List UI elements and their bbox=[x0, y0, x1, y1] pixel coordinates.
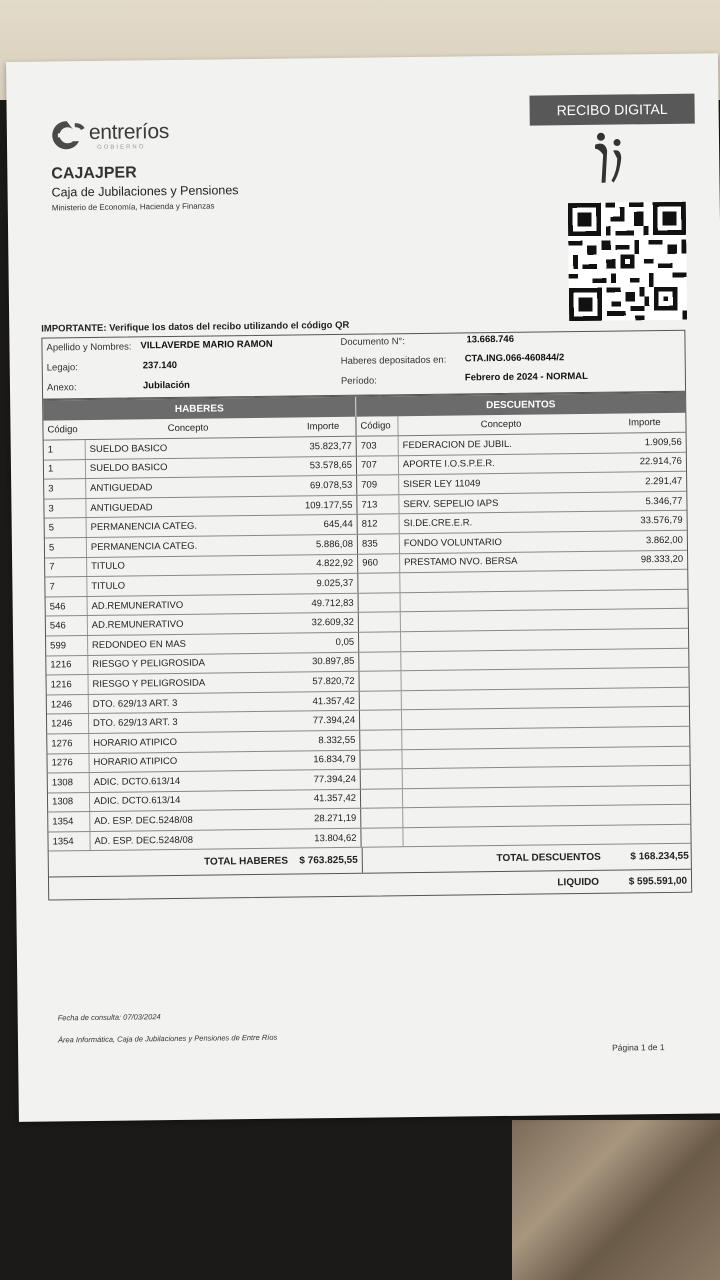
descuentos-codigo-cell: 713 bbox=[357, 495, 399, 514]
people-icon bbox=[591, 130, 632, 186]
descuentos-importe-cell: 3.862,00 bbox=[645, 534, 683, 546]
haberes-codigo-cell: 1 bbox=[44, 440, 86, 459]
descuentos-codigo-cell bbox=[361, 808, 403, 827]
descuentos-importe-cell bbox=[606, 570, 688, 590]
descuentos-concepto-cell bbox=[400, 590, 606, 611]
table-body bbox=[44, 433, 691, 852]
haberes-concepto-cell: ANTIGUEDAD bbox=[90, 501, 153, 514]
anexo-value: Jubilación bbox=[142, 379, 191, 392]
haberes-importe-cell: 57.820,72 bbox=[294, 672, 360, 691]
descuentos-codigo-cell bbox=[361, 828, 403, 847]
descuentos-importe-cell: 22.914,76 bbox=[639, 456, 683, 468]
descuentos-concepto-cell: FONDO VOLUNTARIO bbox=[403, 536, 502, 549]
liquido-label: LIQUIDO bbox=[557, 876, 600, 889]
descuentos-codigo-cell bbox=[360, 711, 402, 730]
descuentos-concepto-cell bbox=[402, 747, 608, 768]
haberes-codigo-cell: 1276 bbox=[47, 754, 89, 773]
haberes-concepto-cell: ANTIGUEDAD bbox=[90, 482, 153, 494]
recibo-digital-badge: RECIBO DIGITAL bbox=[529, 94, 694, 126]
haberes-concepto-cell: PERMANENCIA CATEG. bbox=[90, 540, 198, 553]
haberes-codigo-cell: 546 bbox=[46, 597, 88, 616]
haberes-codigo-cell: 1 bbox=[44, 460, 86, 479]
descuentos-importe-cell: 98.333,20 bbox=[640, 554, 684, 566]
descuentos-importe-cell bbox=[608, 766, 690, 786]
haberes-codigo-cell: 1354 bbox=[48, 812, 90, 831]
descuentos-codigo-cell bbox=[360, 671, 402, 690]
descuentos-title: DESCUENTOS bbox=[486, 398, 556, 411]
qr-code-icon bbox=[568, 202, 687, 321]
descuentos-codigo-cell bbox=[359, 652, 401, 671]
descuentos-importe-cell: 5.346,77 bbox=[645, 495, 683, 507]
haberes-depositados-label: Haberes depositados en: bbox=[340, 354, 447, 367]
haberes-codigo-cell: 3 bbox=[44, 499, 86, 518]
haberes-concepto-cell: ADIC. DCTO.613/14 bbox=[93, 775, 181, 788]
descuentos-concepto-cell bbox=[402, 708, 608, 729]
haberes-codigo-cell: 1354 bbox=[48, 832, 90, 851]
logo-subtext: GOBIERNO bbox=[97, 144, 146, 151]
descuentos-importe-cell bbox=[606, 629, 688, 649]
haberes-concepto-cell: TITULO bbox=[91, 580, 126, 592]
haberes-concepto-cell: ADIC. DCTO.613/14 bbox=[93, 795, 181, 808]
haberes-importe-cell: 16.834,79 bbox=[295, 750, 361, 769]
descuentos-concepto-cell bbox=[403, 806, 609, 827]
haberes-concepto-header: Concepto bbox=[167, 422, 209, 435]
haberes-codigo-cell: 7 bbox=[45, 577, 87, 596]
descuentos-codigo-cell: 703 bbox=[357, 436, 399, 455]
descuentos-concepto-cell bbox=[401, 630, 607, 651]
haberes-importe-cell: 8.332,55 bbox=[294, 731, 360, 750]
descuentos-importe-cell bbox=[607, 668, 689, 688]
descuentos-importe-cell bbox=[607, 687, 689, 707]
org-full-name: Caja de Jubilaciones y Pensiones bbox=[51, 183, 239, 200]
haberes-codigo-cell: 7 bbox=[45, 558, 87, 577]
documento-value: 13.668.746 bbox=[466, 333, 515, 346]
descuentos-codigo-cell: 812 bbox=[358, 515, 400, 534]
ministry-name: Ministerio de Economía, Hacienda y Finanzas bbox=[51, 201, 215, 213]
descuentos-concepto-cell: PRESTAMO NVO. BERSA bbox=[404, 556, 518, 569]
documento-label: Documento N°: bbox=[340, 336, 406, 348]
descuentos-codigo-cell bbox=[361, 789, 403, 808]
haberes-codigo-cell: 546 bbox=[46, 616, 88, 635]
verification-notice: IMPORTANTE: Verifique los datos del recibo utilizando el código QR bbox=[41, 319, 350, 335]
descuentos-concepto-cell: APORTE I.O.S.P.E.R. bbox=[402, 458, 495, 471]
haberes-concepto-cell: AD.REMUNERATIVO bbox=[91, 599, 184, 612]
descuentos-codigo-cell bbox=[359, 613, 401, 632]
area-informatica: Área Informática, Caja de Jubilaciones y Pensiones de Entre Ríos bbox=[57, 1032, 278, 1045]
descuentos-concepto-cell: SERV. SEPELIO IAPS bbox=[403, 497, 499, 510]
haberes-importe-cell: 109.177,55 bbox=[292, 496, 358, 515]
haberes-importe-cell: 49.712,83 bbox=[293, 593, 359, 612]
haberes-concepto-cell: SUELDO BASICO bbox=[89, 462, 168, 475]
descuentos-codigo-header: Código bbox=[356, 416, 398, 436]
descuentos-concepto-cell bbox=[401, 649, 607, 670]
liquido-value: $ 595.591,00 bbox=[628, 875, 688, 888]
descuentos-importe-cell bbox=[608, 805, 690, 825]
descuentos-importe-cell: 1.909,56 bbox=[644, 436, 682, 449]
descuentos-concepto-cell bbox=[400, 571, 606, 592]
apellido-value: VILLAVERDE MARIO RAMON bbox=[140, 338, 273, 352]
descuentos-concepto-header: Concepto bbox=[480, 418, 522, 431]
haberes-importe-cell: 5.886,08 bbox=[292, 535, 358, 554]
descuentos-codigo-cell: 960 bbox=[358, 554, 400, 573]
haberes-codigo-cell: 5 bbox=[45, 538, 87, 557]
legajo-label: Legajo: bbox=[46, 362, 78, 374]
haberes-concepto-cell: REDONDEO EN MAS bbox=[91, 638, 187, 651]
descuentos-codigo-cell bbox=[360, 691, 402, 710]
total-haberes-label: TOTAL HABERES bbox=[204, 856, 289, 869]
descuentos-codigo-cell bbox=[359, 632, 401, 651]
haberes-depositados-value: CTA.ING.066-460844/2 bbox=[464, 352, 565, 365]
legajo-value: 237.140 bbox=[142, 359, 178, 372]
descuentos-concepto-cell bbox=[402, 728, 608, 749]
haberes-codigo-cell: 599 bbox=[46, 636, 88, 655]
haberes-importe-cell: 77.394,24 bbox=[295, 770, 361, 789]
descuentos-codigo-cell bbox=[360, 750, 402, 769]
descuentos-concepto-cell bbox=[402, 688, 608, 709]
haberes-importe-cell: 53.578,65 bbox=[291, 456, 357, 475]
haberes-concepto-cell: DTO. 629/13 ART. 3 bbox=[92, 697, 178, 710]
periodo-label: Período: bbox=[340, 375, 377, 387]
haberes-importe-cell: 28.271,19 bbox=[295, 809, 361, 828]
descuentos-concepto-cell bbox=[403, 786, 609, 807]
haberes-codigo-cell: 1246 bbox=[47, 714, 89, 733]
haberes-importe-cell: 32.609,32 bbox=[293, 613, 359, 632]
descuentos-importe-cell bbox=[607, 727, 689, 747]
haberes-concepto-cell: HORARIO ATIPICO bbox=[93, 756, 178, 769]
haberes-importe-cell: 0,05 bbox=[293, 633, 359, 652]
page-number: Página 1 de 1 bbox=[612, 1042, 665, 1053]
descuentos-codigo-cell bbox=[359, 593, 401, 612]
haberes-codigo-cell: 1308 bbox=[48, 793, 90, 812]
descuentos-importe-cell bbox=[606, 609, 688, 629]
descuentos-importe-cell bbox=[608, 746, 690, 766]
haberes-importe-cell: 9.025,37 bbox=[293, 574, 359, 593]
descuentos-codigo-cell: 709 bbox=[357, 475, 399, 494]
total-haberes-value: $ 763.825,55 bbox=[299, 855, 358, 867]
haberes-codigo-cell: 1216 bbox=[47, 675, 89, 694]
haberes-codigo-cell: 5 bbox=[45, 518, 87, 537]
haberes-concepto-cell: AD. ESP. DEC.5248/08 bbox=[94, 814, 193, 828]
haberes-importe-cell: 4.822,92 bbox=[292, 554, 358, 573]
haberes-concepto-cell: DTO. 629/13 ART. 3 bbox=[92, 717, 178, 730]
descuentos-importe-cell bbox=[606, 589, 688, 609]
floor-tile-background bbox=[512, 1120, 720, 1280]
haberes-concepto-cell: RIESGO Y PELIGROSIDA bbox=[92, 657, 205, 671]
haberes-importe-cell: 69.078,53 bbox=[291, 476, 357, 495]
haberes-concepto-cell: TITULO bbox=[90, 560, 125, 573]
receipt-table bbox=[42, 392, 692, 901]
haberes-importe-cell: 13.804,62 bbox=[296, 829, 362, 848]
logo-text: entreríos bbox=[88, 120, 170, 144]
total-descuentos-value: $ 168.234,55 bbox=[630, 851, 689, 863]
org-short-name: CAJAJPER bbox=[51, 164, 137, 183]
haberes-codigo-cell: 3 bbox=[44, 479, 86, 498]
haberes-importe-header: Importe bbox=[291, 417, 357, 437]
descuentos-codigo-cell bbox=[358, 573, 400, 592]
descuentos-codigo-cell: 835 bbox=[358, 534, 400, 553]
haberes-importe-cell: 41.357,42 bbox=[295, 789, 361, 808]
apellido-label: Apellido y Nombres: bbox=[46, 341, 132, 354]
descuentos-concepto-cell bbox=[401, 669, 607, 690]
haberes-importe-cell: 41.357,42 bbox=[294, 691, 360, 710]
descuentos-concepto-cell: SISER LEY 11049 bbox=[403, 478, 481, 491]
haberes-importe-cell: 77.394,24 bbox=[294, 711, 360, 730]
haberes-concepto-cell: PERMANENCIA CATEG. bbox=[90, 520, 198, 534]
haberes-codigo-cell: 1276 bbox=[47, 734, 89, 753]
descuentos-codigo-cell bbox=[360, 730, 402, 749]
beneficiary-info-box bbox=[41, 330, 686, 400]
haberes-title: HABERES bbox=[43, 397, 356, 421]
periodo-value: Febrero de 2024 - NORMAL bbox=[464, 370, 588, 384]
total-descuentos-label: TOTAL DESCUENTOS bbox=[496, 852, 601, 865]
haberes-codigo-cell: 1308 bbox=[48, 773, 90, 792]
descuentos-concepto-cell bbox=[401, 610, 607, 631]
descuentos-importe-cell bbox=[607, 707, 689, 727]
haberes-concepto-cell: HORARIO ATIPICO bbox=[93, 736, 178, 749]
descuentos-importe-cell: 33.576,79 bbox=[640, 514, 683, 527]
entrerios-logo-icon bbox=[49, 117, 85, 153]
descuentos-concepto-cell: FEDERACION DE JUBIL. bbox=[402, 438, 512, 451]
haberes-concepto-cell: SUELDO BASICO bbox=[89, 442, 168, 455]
descuentos-importe-cell bbox=[608, 785, 690, 805]
fecha-consulta: Fecha de consulta: 07/03/2024 bbox=[57, 1012, 161, 1023]
receipt-document bbox=[6, 53, 720, 1122]
haberes-codigo-cell: 1246 bbox=[47, 695, 89, 714]
descuentos-codigo-cell bbox=[361, 769, 403, 788]
descuentos-importe-cell: 2.291,47 bbox=[645, 475, 683, 488]
haberes-importe-cell: 645,44 bbox=[292, 515, 358, 534]
descuentos-codigo-cell: 707 bbox=[357, 456, 399, 475]
haberes-importe-cell: 30.897,85 bbox=[293, 652, 359, 671]
haberes-concepto-cell: RIESGO Y PELIGROSIDA bbox=[92, 677, 206, 690]
haberes-codigo-cell: 1216 bbox=[46, 656, 88, 675]
descuentos-importe-header: Importe bbox=[628, 417, 661, 429]
haberes-codigo-header: Código bbox=[47, 424, 78, 436]
descuentos-concepto-cell bbox=[403, 767, 609, 788]
haberes-concepto-cell: AD.REMUNERATIVO bbox=[91, 619, 184, 632]
descuentos-importe-cell bbox=[606, 648, 688, 668]
descuentos-concepto-cell: SI.DE.CRE.E.R. bbox=[403, 517, 473, 530]
descuentos-concepto-cell bbox=[403, 826, 609, 847]
haberes-concepto-cell: AD. ESP. DEC.5248/08 bbox=[94, 834, 194, 847]
anexo-label: Anexo: bbox=[46, 382, 77, 394]
descuentos-importe-cell bbox=[609, 825, 691, 845]
haberes-importe-cell: 35.823,77 bbox=[291, 437, 357, 456]
